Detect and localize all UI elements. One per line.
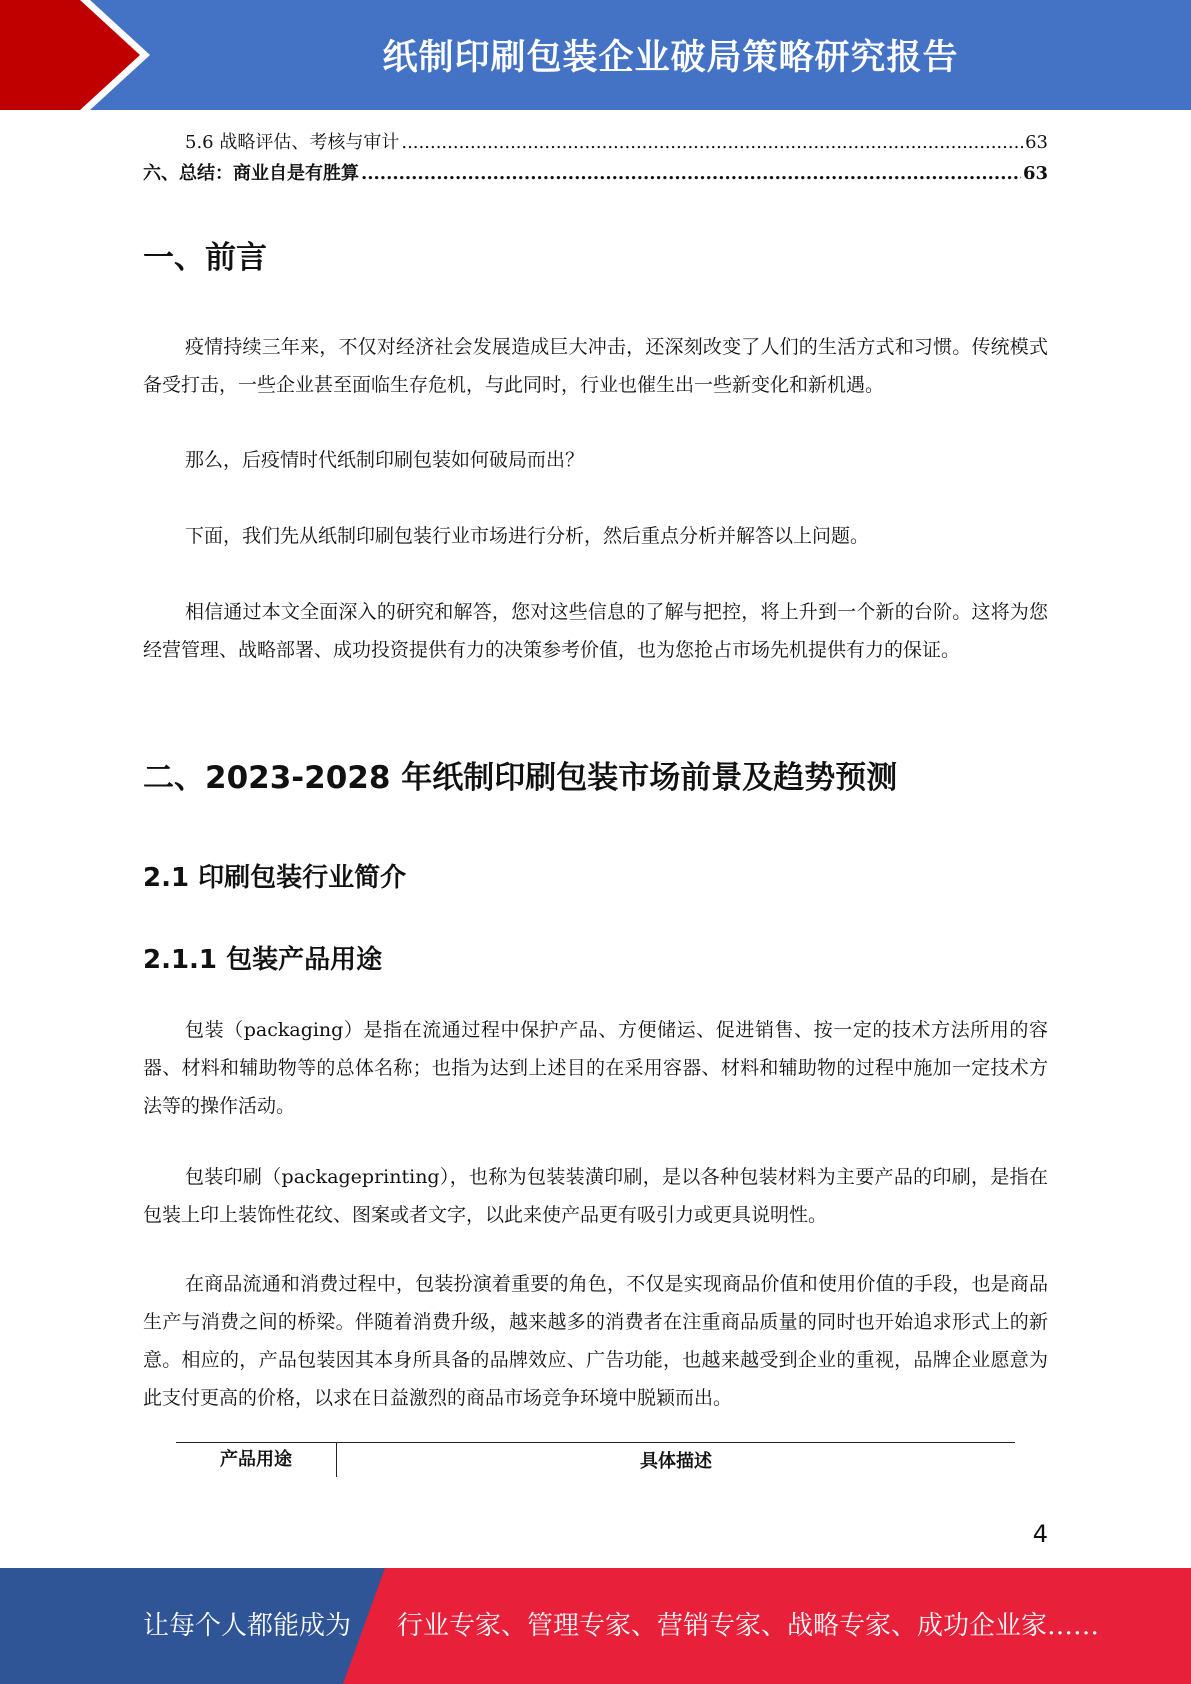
page-number: 4 [1032, 1520, 1048, 1548]
table-of-contents [143, 127, 1048, 189]
report-title: 纸制印刷包装企业破局策略研究报告 [382, 38, 959, 78]
toc-entry-label: 5.6 战略评估、考核与审计 [185, 132, 400, 153]
toc-entry[interactable] [143, 127, 1048, 158]
paragraph: 疫情持续三年来，不仅对经济社会发展造成巨大冲击，还深刻改变了人们的生活方式和习惯。传统模式备受打击，一些企业甚至面临生存危机，与此同时，行业也催生出一些新变化和新机遇。 [143, 336, 1048, 396]
paragraph: 包装印刷（packageprinting），也称为包装装潢印刷，是以各种包装材料为主要产品的印刷，是指在包装上印上装饰性花纹、图案或者文字，以此来使产品更有吸引力或更具说明性。 [143, 1166, 1048, 1226]
product-usage-table [176, 1442, 1015, 1477]
paragraph: 下面，我们先从纸制印刷包装行业市场进行分析，然后重点分析并解答以上问题。 [185, 525, 870, 547]
toc-entry-page: 63 [1022, 163, 1048, 184]
toc-leader [361, 158, 1021, 189]
toc-leader [401, 127, 1023, 158]
table-header-row [176, 1443, 1015, 1477]
table-header-cell: 具体描述 [640, 1451, 712, 1472]
section-heading-forecast: 二、2023-2028 年纸制印刷包装市场前景及趋势预测 [143, 760, 898, 796]
section-heading-preface: 一、前言 [143, 240, 267, 276]
paragraph: 那么，后疫情时代纸制印刷包装如何破局而出？ [185, 449, 585, 471]
table-header-cell: 产品用途 [176, 1443, 337, 1477]
footer-slogan-left: 让每个人都能成为 [143, 1611, 352, 1641]
footer-slogan-right: 行业专家、管理专家、营销专家、战略专家、成功企业家…… [397, 1611, 1100, 1641]
toc-entry-page: 63 [1025, 132, 1048, 153]
paragraph: 包装（packaging）是指在流通过程中保护产品、方便储运、促进销售、按一定的技术方法所用的容器、材料和辅助物等的总体名称；也指为达到上述目的在采用容器、材料和辅助物的过程中施加一定技术方法等的操作活动。 [143, 1019, 1048, 1117]
paragraph: 相信通过本文全面深入的研究和解答，您对这些信息的了解与把控，将上升到一个新的台阶。这将为您经营管理、战略部署、成功投资提供有力的决策参考价值，也为您抢占市场先机提供有力的保证。 [143, 601, 1048, 661]
subsection-heading: 2.1 印刷包装行业简介 [143, 863, 407, 893]
red-chevron-icon [0, 0, 160, 110]
page-footer [0, 1568, 1191, 1684]
page-header [0, 0, 1191, 110]
toc-entry-label: 六、总结：商业自是有胜算 [143, 163, 359, 184]
subsection-heading: 2.1.1 包装产品用途 [143, 945, 383, 975]
paragraph: 在商品流通和消费过程中，包装扮演着重要的角色，不仅是实现商品价值和使用价值的手段，也是商品生产与消费之间的桥梁。伴随着消费升级，越来越多的消费者在注重商品质量的同时也开始追求形式上的新意。相应的，产品包装因其本身所具备的品牌效应、广告功能，也越来越受到企业的重视，品牌企业愿意为此支付更高的价格，以求在日益激烈的商品市场竞争环境中脱颖而出。 [143, 1273, 1048, 1409]
toc-entry[interactable] [143, 158, 1048, 189]
